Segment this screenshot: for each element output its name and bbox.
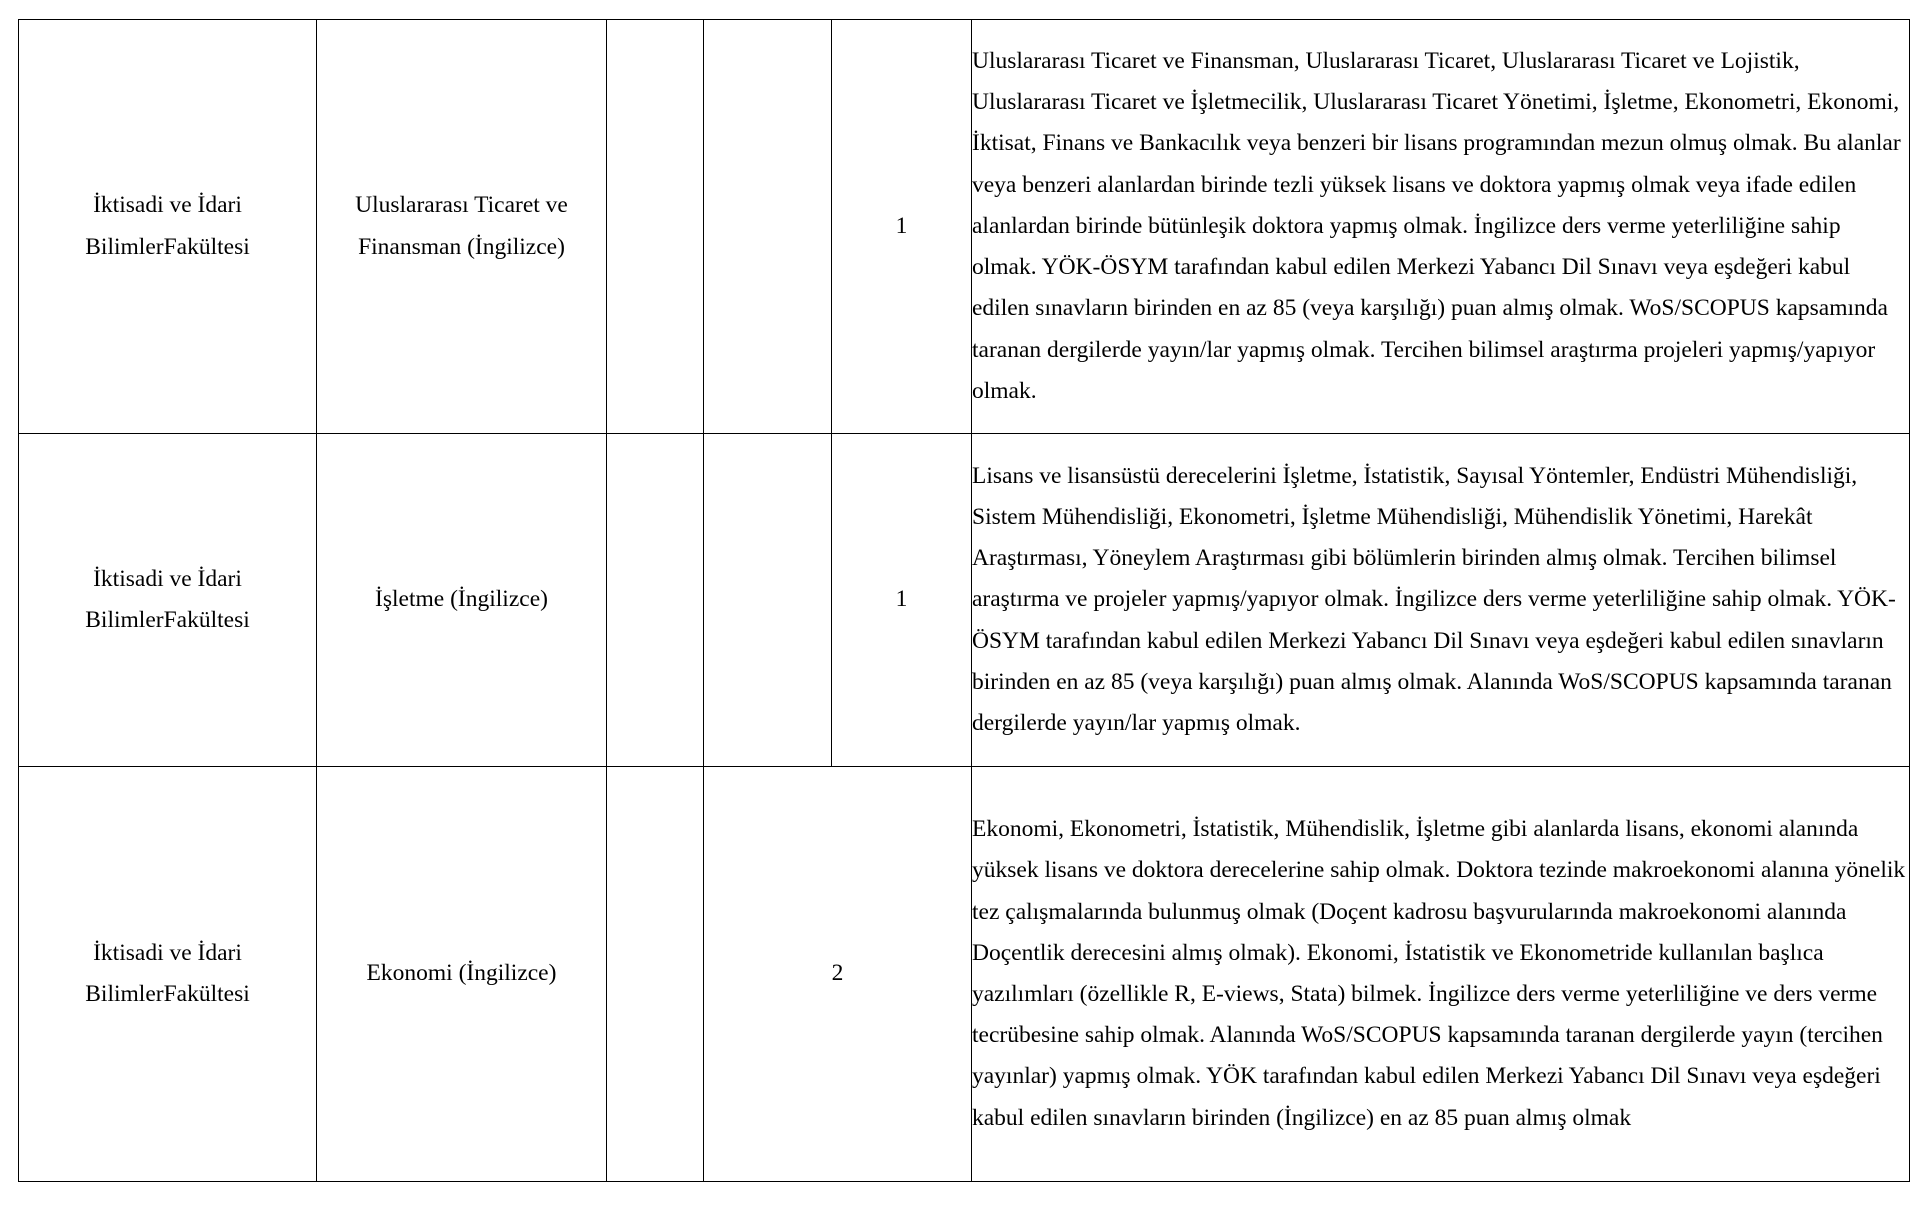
- faculty-text: İktisadi ve İdari BilimlerFakültesi: [85, 192, 250, 260]
- faculty-cell: [19, 767, 317, 1182]
- table-row: [19, 20, 1910, 434]
- requirements-cell: Lisans ve lisansüstü derecelerini İşletme, İstatistik, Sayısal Yöntemler, Endüstri Mühendisliği, Sistem Mühendisliği, Ekonometri, İşletme Mühendisliği, Mühendislik Yönetimi, Harekât Araştırması, Yöneylem Araştırması gibi bölümlerin birinden almış olmak. Tercihen bilimsel araştırma ve projeler yapmış/yapıyor olmak. İngilizce ders verme yeterliliğine sahip olmak. YÖK-ÖSYM tarafından kabul edilen Merkezi Yabancı Dil Sınavı veya eşdeğeri kabul edilen sınavların birinden en az 85 (veya karşılığı) puan almış olmak. Alanında WoS/SCOPUS kapsamında taranan dergilerde yayın/lar yapmış olmak.: [972, 434, 1910, 767]
- department-text: Uluslararası Ticaret ve Finansman (İngilizce): [355, 192, 568, 260]
- faculty-cell: [19, 20, 317, 434]
- department-cell: [317, 20, 607, 434]
- positions-table: [18, 19, 1910, 1182]
- department-cell: [317, 434, 607, 767]
- requirements-cell: Uluslararası Ticaret ve Finansman, Uluslararası Ticaret, Uluslararası Ticaret ve Lojistik, Uluslararası Ticaret ve İşletmecilik, Uluslararası Ticaret Yönetimi, İşletme, Ekonometri, Ekonomi, İktisat, Finans ve Bankacılık veya benzeri bir lisans programından mezun olmuş olmak. Bu alanlar veya benzeri alanlardan birinde tezli yüksek lisans ve doktora yapmış olmak veya ifade edilen alanlardan birinde bütünleşik doktora yapmış olmak. İngilizce ders verme yeterliliğine sahip olmak. YÖK-ÖSYM tarafından kabul edilen Merkezi Yabancı Dil Sınavı veya eşdeğeri kabul edilen sınavların birinden en az 85 (veya karşılığı) puan almış olmak. WoS/SCOPUS kapsamında taranan dergilerde yayın/lar yapmış olmak. Tercihen bilimsel araştırma projeleri yapmış/yapıyor olmak.: [972, 20, 1910, 434]
- faculty-text: İktisadi ve İdari BilimlerFakültesi: [85, 939, 250, 1007]
- department-text: Ekonomi (İngilizce): [366, 960, 557, 987]
- position-count-cell: 1: [832, 434, 972, 767]
- table-row: [19, 434, 1910, 767]
- empty-cell: [607, 434, 704, 767]
- empty-cell: [704, 434, 832, 767]
- department-cell: [317, 767, 607, 1182]
- requirements-cell: Ekonomi, Ekonometri, İstatistik, Mühendislik, İşletme gibi alanlarda lisans, ekonomi alanında yüksek lisans ve doktora derecelerine sahip olmak. Doktora tezinde makroekonomi alanına yönelik tez çalışmalarında bulunmuş olmak (Doçent kadrosu başvurularında makroekonomi alanında Doçentlik derecesini almış olmak). Ekonomi, İstatistik ve Ekonometride kullanılan başlıca yazılımları (özellikle R, E-views, Stata) bilmek. İngilizce ders verme yeterliliğine ve ders verme tecrübesine sahip olmak. Alanında WoS/SCOPUS kapsamında taranan dergilerde yayın (tercihen yayınlar) yapmış olmak. YÖK tarafından kabul edilen Merkezi Yabancı Dil Sınavı veya eşdeğeri kabul edilen sınavların birinden (İngilizce) en az 85 puan almış olmak: [972, 767, 1910, 1182]
- empty-cell: [607, 767, 704, 1182]
- department-text: İşletme (İngilizce): [375, 586, 548, 613]
- position-count-cell: 1: [832, 20, 972, 434]
- faculty-text: İktisadi ve İdari BilimlerFakültesi: [85, 565, 250, 633]
- table-row: [19, 767, 1910, 1182]
- faculty-cell: [19, 434, 317, 767]
- empty-cell: [704, 20, 832, 434]
- position-count-cell: 2: [704, 767, 972, 1182]
- empty-cell: [607, 20, 704, 434]
